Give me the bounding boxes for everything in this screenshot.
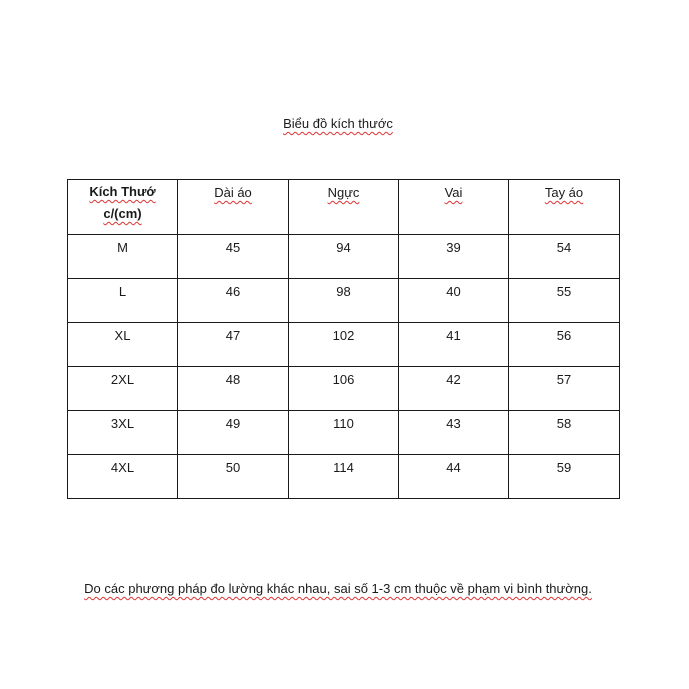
header-length-cell — [178, 180, 289, 235]
chart-title — [0, 116, 676, 131]
size-cell: 4XL — [68, 455, 178, 499]
header-chest-cell — [289, 180, 399, 235]
shoulder-cell: 41 — [399, 323, 509, 367]
header-length-label: Dài áo — [214, 185, 252, 200]
length-cell: 47 — [178, 323, 289, 367]
shoulder-cell: 39 — [399, 235, 509, 279]
header-sleeve-label: Tay áo — [544, 185, 584, 200]
table-row — [68, 411, 620, 455]
size-cell: 3XL — [68, 411, 178, 455]
shoulder-cell: 44 — [399, 455, 509, 499]
table-row — [68, 455, 620, 499]
size-cell: XL — [68, 323, 178, 367]
size-chart-table — [67, 179, 620, 499]
size-cell: M — [68, 235, 178, 279]
length-cell: 50 — [178, 455, 289, 499]
sleeve-cell: 59 — [509, 455, 620, 499]
header-size-label-line1: Kích Thướ — [89, 184, 156, 199]
chest-cell: 110 — [289, 411, 399, 455]
chest-cell: 106 — [289, 367, 399, 411]
chest-cell: 98 — [289, 279, 399, 323]
chest-cell: 102 — [289, 323, 399, 367]
shoulder-cell: 43 — [399, 411, 509, 455]
length-cell: 49 — [178, 411, 289, 455]
table-row — [68, 279, 620, 323]
table-row — [68, 235, 620, 279]
note-text: Do các phương pháp đo lường khác nhau, sai số 1-3 cm thuộc về phạm vi bình thường. — [84, 581, 592, 596]
sleeve-cell: 58 — [509, 411, 620, 455]
table-row — [68, 323, 620, 367]
sleeve-cell: 57 — [509, 367, 620, 411]
measurement-note — [0, 581, 676, 596]
chest-cell: 94 — [289, 235, 399, 279]
sleeve-cell: 56 — [509, 323, 620, 367]
length-cell: 45 — [178, 235, 289, 279]
table-row — [68, 367, 620, 411]
header-sleeve-cell — [509, 180, 620, 235]
header-shoulder-cell — [399, 180, 509, 235]
size-cell: L — [68, 279, 178, 323]
sleeve-cell: 55 — [509, 279, 620, 323]
size-cell: 2XL — [68, 367, 178, 411]
length-cell: 46 — [178, 279, 289, 323]
header-size-cell — [68, 180, 178, 235]
shoulder-cell: 40 — [399, 279, 509, 323]
header-chest-label: Ngực — [327, 185, 360, 200]
header-shoulder-label: Vai — [444, 185, 463, 200]
shoulder-cell: 42 — [399, 367, 509, 411]
length-cell: 48 — [178, 367, 289, 411]
chest-cell: 114 — [289, 455, 399, 499]
header-size-label-line2: c/(cm) — [103, 206, 142, 221]
sleeve-cell: 54 — [509, 235, 620, 279]
table-header-row — [68, 180, 620, 235]
title-text: Biểu đồ kích thước — [283, 116, 393, 131]
